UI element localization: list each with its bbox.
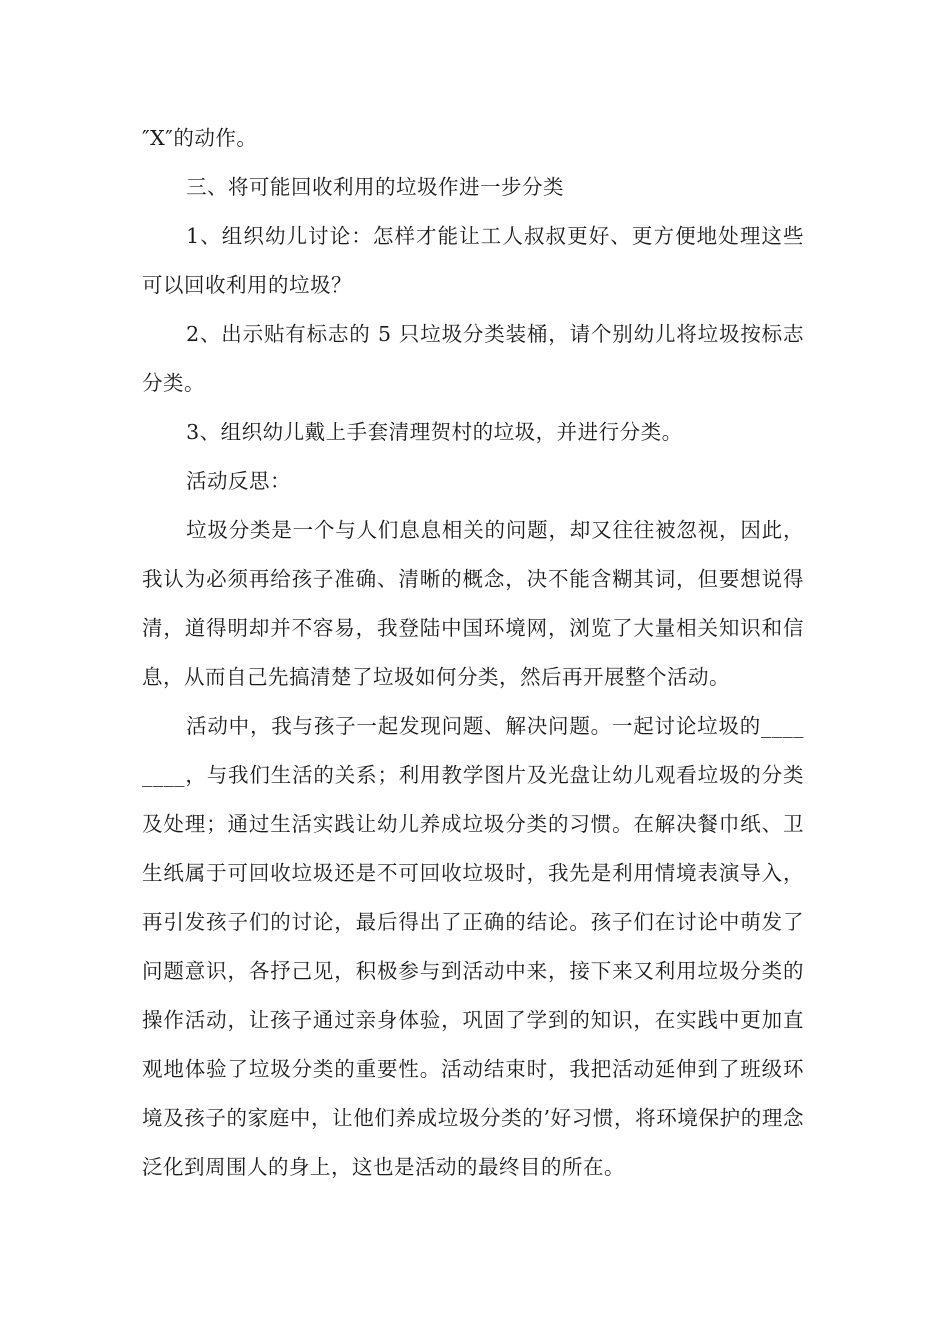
step-2-paragraph: 2、出示贴有标志的 5 只垃圾分类装桶，请个别幼儿将垃圾按标志分类。 xyxy=(142,322,804,395)
reflection-heading: 活动反思： xyxy=(186,469,292,493)
section-heading-3: 三、将可能回收利用的垃圾作进一步分类 xyxy=(186,175,565,199)
document-body xyxy=(142,114,804,1192)
step-1-paragraph: 1、组织幼儿讨论：怎样才能让工人叔叔更好、更方便地处理这些可以回收利用的垃圾？ xyxy=(142,224,804,297)
step-3-paragraph: 3、组织幼儿戴上手套清理贺村的垃圾，并进行分类。 xyxy=(186,420,683,444)
paragraph-action-end: ″X″的动作。 xyxy=(142,126,258,150)
reflection-paragraph-2: 活动中，我与孩子一起发现问题、解决问题。一起讨论垃圾的________，与我们生活的关系；利用教学图片及光盘让幼儿观看垃圾的分类及处理；通过生活实践让幼儿养成垃圾分类的习惯。在解决餐巾纸、卫生纸属于可回收垃圾还是不可回收垃圾时，我先是利用情境表演导入，再引发孩子们的讨论，最后得出了正确的结论。孩子们在讨论中萌发了问题意识，各抒己见，积极参与到活动中来，接下来又利用垃圾分类的操作活动，让孩子通过亲身体验，巩固了学到的知识，在实践中更加直观地体验了垃圾分类的重要性。活动结束时，我把活动延伸到了班级环境及孩子的家庭中，让他们养成垃圾分类的’好习惯，将环境保护的理念泛化到周围人的身上，这也是活动的最终目的所在。 xyxy=(142,714,804,1179)
reflection-paragraph-1: 垃圾分类是一个与人们息息相关的问题，却又往往被忽视，因此，我认为必须再给孩子准确、清晰的概念，决不能含糊其词，但要想说得清，道得明却并不容易，我登陆中国环境网，浏览了大量相关知识和信息，从而自己先搞清楚了垃圾如何分类，然后再开展整个活动。 xyxy=(142,518,804,689)
